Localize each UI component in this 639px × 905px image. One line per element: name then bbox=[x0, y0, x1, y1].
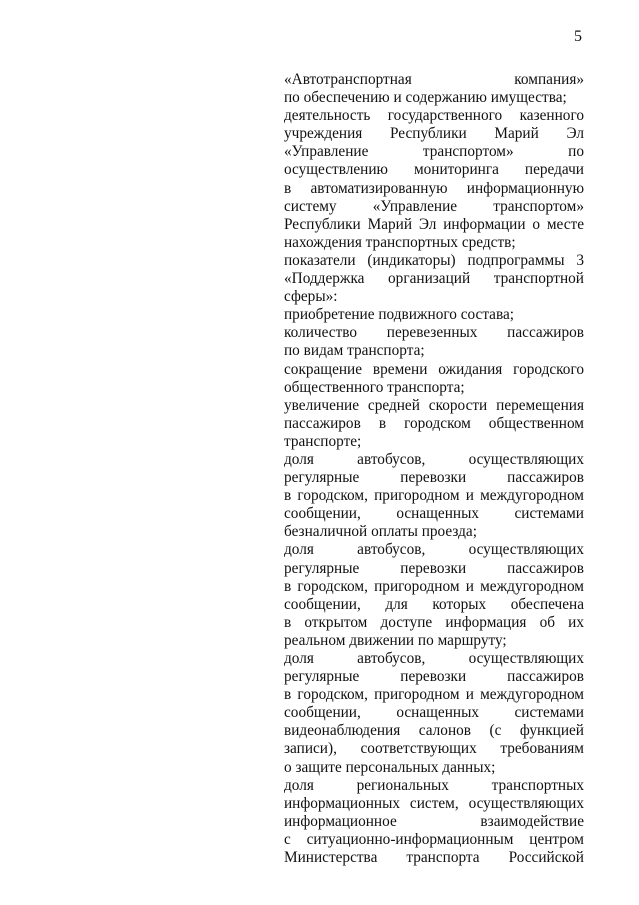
text-line: общественного транспорта; bbox=[284, 378, 465, 396]
text-line: доля автобусов, осуществляющих bbox=[284, 450, 584, 468]
text-line: сокращение времени ожидания городского bbox=[284, 360, 584, 378]
text-line: в городском, пригородном и междугородном bbox=[284, 487, 584, 505]
text-line: безналичной оплаты проезда; bbox=[284, 523, 477, 541]
text-line: учреждения Республики Марий Эл bbox=[284, 125, 584, 143]
text-line: Республики Марий Эл информации о месте bbox=[284, 215, 584, 233]
text-line: регулярные перевозки пассажиров bbox=[284, 668, 584, 686]
text-line: приобретение подвижного состава; bbox=[284, 306, 515, 324]
page-number: 5 bbox=[574, 28, 582, 45]
text-line: нахождения транспортных средств; bbox=[284, 233, 516, 251]
text-line: сообщении, оснащенных системами bbox=[284, 704, 584, 722]
text-line: в городском, пригородном и междугородном bbox=[284, 577, 584, 595]
text-line: транспорте; bbox=[284, 432, 362, 450]
text-line: регулярные перевозки пассажиров bbox=[284, 469, 584, 487]
text-line: о защите персональных данных; bbox=[284, 758, 496, 776]
text-line: доля автобусов, осуществляющих bbox=[284, 650, 584, 667]
text-line: деятельность государственного казенного bbox=[284, 107, 584, 125]
text-line: доля автобусов, осуществляющих bbox=[284, 541, 584, 559]
text-line: «Поддержка организаций транспортной bbox=[284, 270, 584, 288]
text-line: в автоматизированную информационную bbox=[284, 179, 584, 197]
text-line: информационных систем, осуществляющих bbox=[284, 794, 584, 812]
text-line: информационное взаимодействие bbox=[284, 812, 584, 830]
text-line: показатели (индикаторы) подпрограммы 3 bbox=[284, 251, 584, 269]
text-line: регулярные перевозки пассажиров bbox=[284, 559, 584, 577]
text-line: «Управление транспортом» по bbox=[284, 143, 584, 161]
text-line: по обеспечению и содержанию имущества; bbox=[284, 89, 567, 107]
text-line: реальном движении по маршруту; bbox=[284, 631, 507, 649]
text-line: записи), соответствующих требованиям bbox=[284, 740, 584, 758]
text-line: сообщении, для которых обеспечена bbox=[284, 595, 584, 613]
text-line: систему «Управление транспортом» bbox=[284, 197, 584, 215]
text-line: увеличение средней скорости перемещения bbox=[284, 396, 584, 414]
text-line: в открытом доступе информация об их bbox=[284, 613, 584, 631]
text-line: Министерства транспорта Российской bbox=[284, 849, 584, 867]
text-line: в городском, пригородном и междугородном bbox=[284, 686, 584, 704]
text-line: сообщении, оснащенных системами bbox=[284, 505, 584, 523]
text-line: осуществлению мониторинга передачи bbox=[284, 161, 584, 179]
text-line: с ситуационно-информационным центром bbox=[284, 830, 584, 848]
text-line: доля региональных транспортных bbox=[284, 776, 584, 794]
text-line: по видам транспорта; bbox=[284, 342, 425, 360]
document-body-text bbox=[284, 71, 584, 867]
text-line: видеонаблюдения салонов (с функцией bbox=[284, 722, 584, 740]
text-line: «Автотранспортная компания» bbox=[284, 71, 584, 88]
text-line: сферы»: bbox=[284, 288, 338, 306]
text-line: пассажиров в городском общественном bbox=[284, 414, 584, 432]
text-line: количество перевезенных пассажиров bbox=[284, 324, 584, 342]
